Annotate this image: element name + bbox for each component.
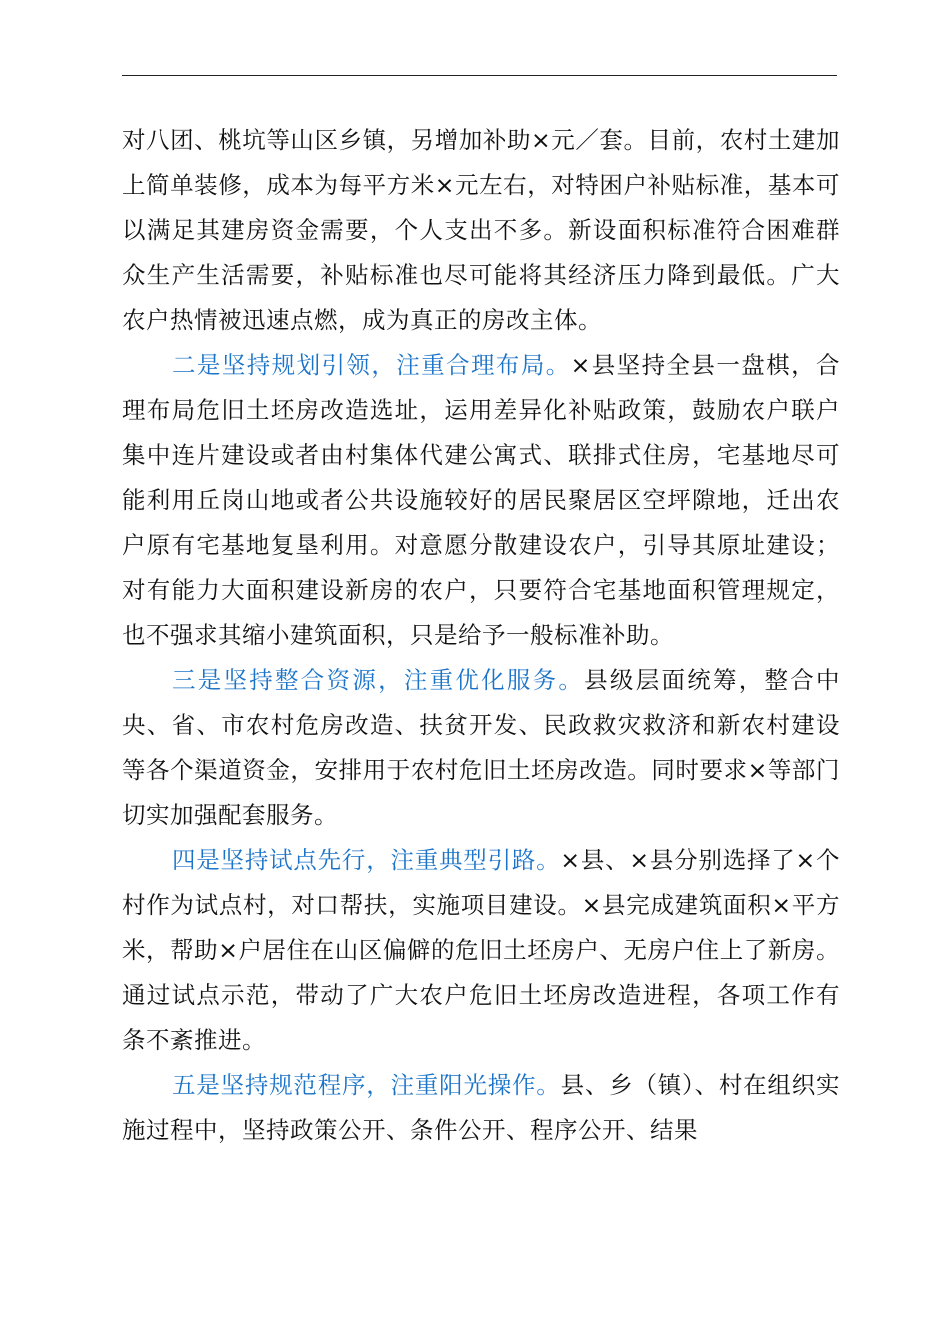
paragraph-4-heading: 四是坚持试点先行，注重典型引路。 (172, 846, 561, 874)
paragraph-2-text: ×县坚持全县一盘棋，合理布局危旧土坯房改造选址，运用差异化补贴政策，鼓励农户联户集中连片建设或者由村集体代建公寓式、联排式住房，宅基地尽可能利用丘岗山地或者公共设施较好的居民聚居区空坪隙地，迁出农户原有宅基地复垦利用。对意愿分散建设农户，引导其原址建设；对有能力大面积建设新房的农户，只要符合宅基地面积管理规定，也不强求其缩小建筑面积，只是给予一般标准补助。 (122, 351, 840, 649)
paragraph-5-heading: 五是坚持规范程序，注重阳光操作。 (172, 1071, 561, 1099)
document-body (122, 118, 840, 1153)
paragraph-1-text: 对八团、桃坑等山区乡镇，另增加补助×元／套。目前，农村土建加上简单装修，成本为每平方米×元左右，对特困户补贴标准，基本可以满足其建房资金需要，个人支出不多。新设面积标准符合困难群众生产生活需要，补贴标准也尽可能将其经济压力降到最低。广大农户热情被迅速点燃，成为真正的房改主体。 (122, 126, 840, 334)
paragraph-4 (122, 838, 840, 1063)
paragraph-2-heading: 二是坚持规划引领，注重合理布局。 (172, 351, 571, 379)
header-rule (122, 75, 837, 76)
paragraph-3 (122, 658, 840, 838)
paragraph-5-text: 县、乡（镇）、村在组织实施过程中，坚持政策公开、条件公开、程序公开、结果 (122, 1071, 841, 1144)
paragraph-2 (122, 343, 840, 658)
paragraph-5 (122, 1063, 840, 1153)
paragraph-4-text: ×县、×县分别选择了×个村作为试点村，对口帮扶，实施项目建设。×县完成建筑面积×平方米，帮助×户居住在山区偏僻的危旧土坯房户、无房户住上了新房。通过试点示范，带动了广大农户危旧土坯房改造进程，各项工作有条不紊推进。 (122, 846, 841, 1054)
paragraph-3-heading: 三是坚持整合资源，注重优化服务。 (172, 666, 585, 694)
paragraph-1 (122, 118, 840, 343)
paragraph-3-text: 县级层面统筹，整合中央、省、市农村危房改造、扶贫开发、民政救灾救济和新农村建设等各个渠道资金，安排用于农村危旧土坯房改造。同时要求×等部门切实加强配套服务。 (122, 666, 841, 829)
